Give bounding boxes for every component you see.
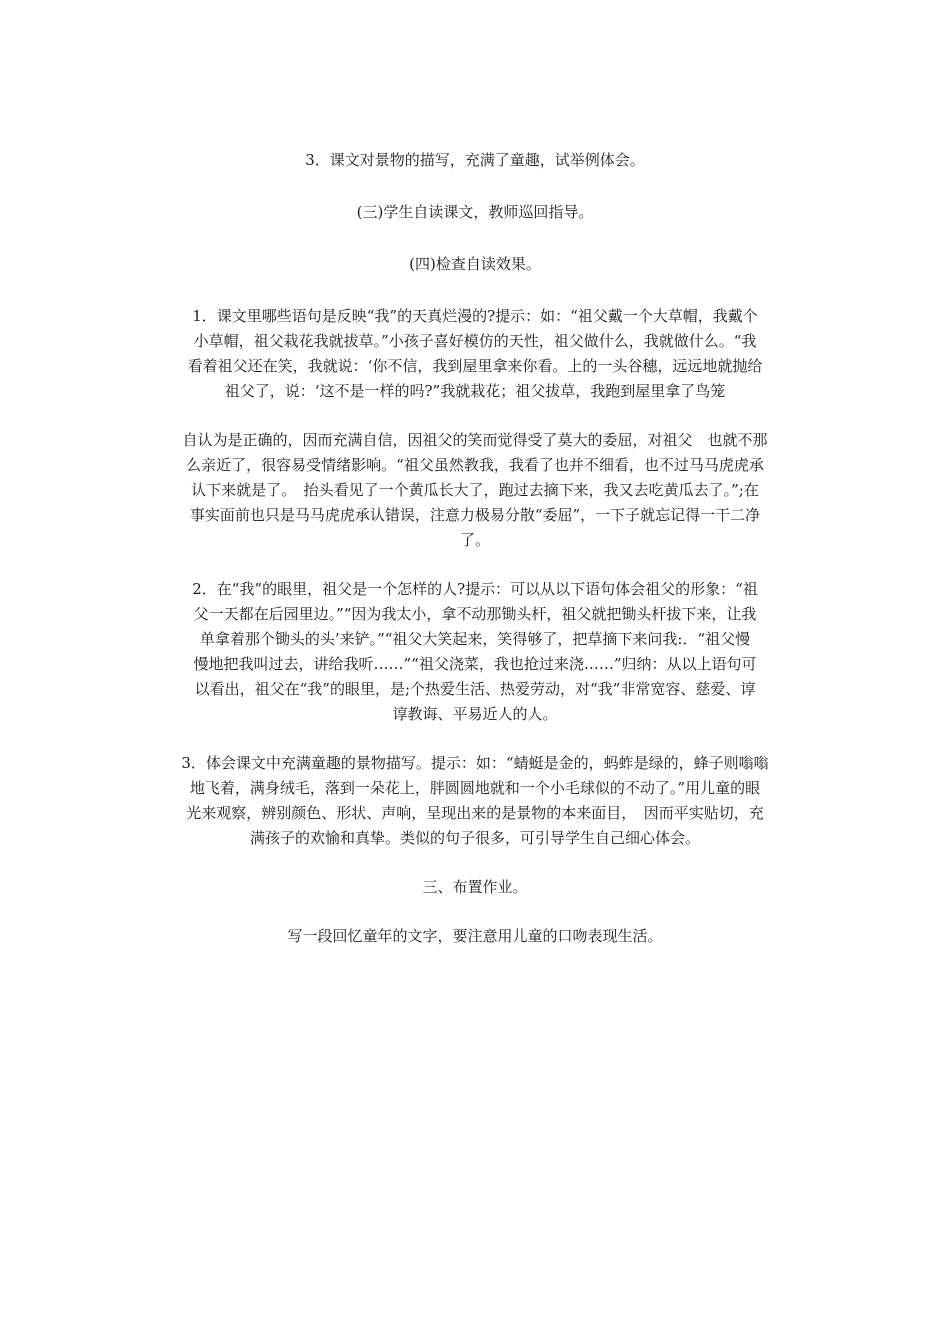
step-four-heading (145, 252, 805, 277)
homework-task (145, 924, 805, 949)
text-line: 事实面前也只是马马虎虎承认错误，注意力极易分散“委屈”，一下子就忘记得一干二净 (189, 506, 761, 524)
step-three-heading (145, 200, 805, 225)
text-line: 小草帽，祖父栽花我就拔草。”小孩子喜好模仿的天性，祖父做什么，我就做什么。“我 (193, 332, 757, 350)
text-line: 祖父了，说：‘这不是一样的吗?”我就栽花；祖父拔草，我跑到屋里拿了鸟笼 (224, 382, 726, 400)
text-line: 看着祖父还在笑，我就说：‘你不信，我到屋里拿来你看。上的一头谷穗，远远地就抛给 (187, 357, 763, 375)
text-line: 三、布置作业。 (422, 878, 528, 896)
text-line: 单拿着那个锄头的头’来铲。”“祖父大笑起来，笑得够了，把草摘下来问我:．“祖父慢 (199, 630, 751, 648)
document-page (145, 148, 805, 949)
answer-three-paragraph (145, 751, 805, 851)
text-line: 父一天都在后园里边。”“因为我太小，拿不动那锄头杆，祖父就把锄头杆拔下来，让我 (193, 605, 757, 623)
text-line: 满孩子的欢愉和真挚。类似的句子很多，可引导学生自己细心体会。 (249, 829, 700, 847)
text-line: 认下来就是了。 抬头看见了一个黄瓜长大了，跑过去摘下来，我又去吃黄瓜去了。”;在 (191, 481, 759, 499)
text-line: (四)检查自读效果。 (409, 255, 541, 273)
text-line: 2．在“我”的眼里，祖父是一个怎样的人?提示：可以从以下语句体会祖父的形象：“祖 (192, 580, 758, 598)
text-line: 慢地把我叫过去，讲给我听……”“祖父浇菜，我也抢过来浇……”归纳：从以上语句可 (193, 655, 757, 673)
answer-one-paragraph (145, 304, 805, 404)
answer-one-continuation (145, 428, 805, 553)
text-line: 自认为是正确的，因而充满自信，因祖父的笑而觉得受了莫大的委屈，对祖父 也就不那 (182, 431, 768, 449)
text-line: 3．体会课文中充满童趣的景物描写。提示：如：“蜻蜓是金的，蚂蚱是绿的，蜂子则嗡嗡 (181, 754, 769, 772)
text-line: 谆教诲、平易近人的人。 (392, 705, 558, 723)
text-line: 了。 (459, 531, 490, 549)
text-line: 地飞着，满身绒毛，落到一朵花上，胖圆圆地就和一个小毛球似的不动了。”用儿童的眼 (189, 779, 761, 797)
homework-heading (145, 875, 805, 900)
answer-two-paragraph (145, 577, 805, 727)
text-line: 1．课文里哪些语句是反映“我”的天真烂漫的?提示：如：“祖父戴一个大草帽，我戴个 (192, 307, 758, 325)
text-line: 么亲近了，很容易受情绪影响。“祖父虽然教我，我看了也并不细看，也不过马马虎虎承 (186, 456, 764, 474)
text-line: 写一段回忆童年的文字，要注意用儿童的口吻表现生活。 (287, 927, 663, 945)
text-line: 光来观察，辨别颜色、形状、声响，呈现出来的是景物的本来面目， 因而平实贴切，充 (186, 804, 764, 822)
section-heading-q3 (145, 148, 805, 173)
text-line: 3．课文对景物的描写，充满了童趣，试举例体会。 (305, 151, 645, 169)
text-line: 以看出，祖父在“我”的眼里，是;个热爱生活、热爱劳动，对“我”非常宽容、慈爱、谆 (194, 680, 756, 698)
text-line: (三)学生自读课文，教师巡回指导。 (356, 203, 594, 221)
